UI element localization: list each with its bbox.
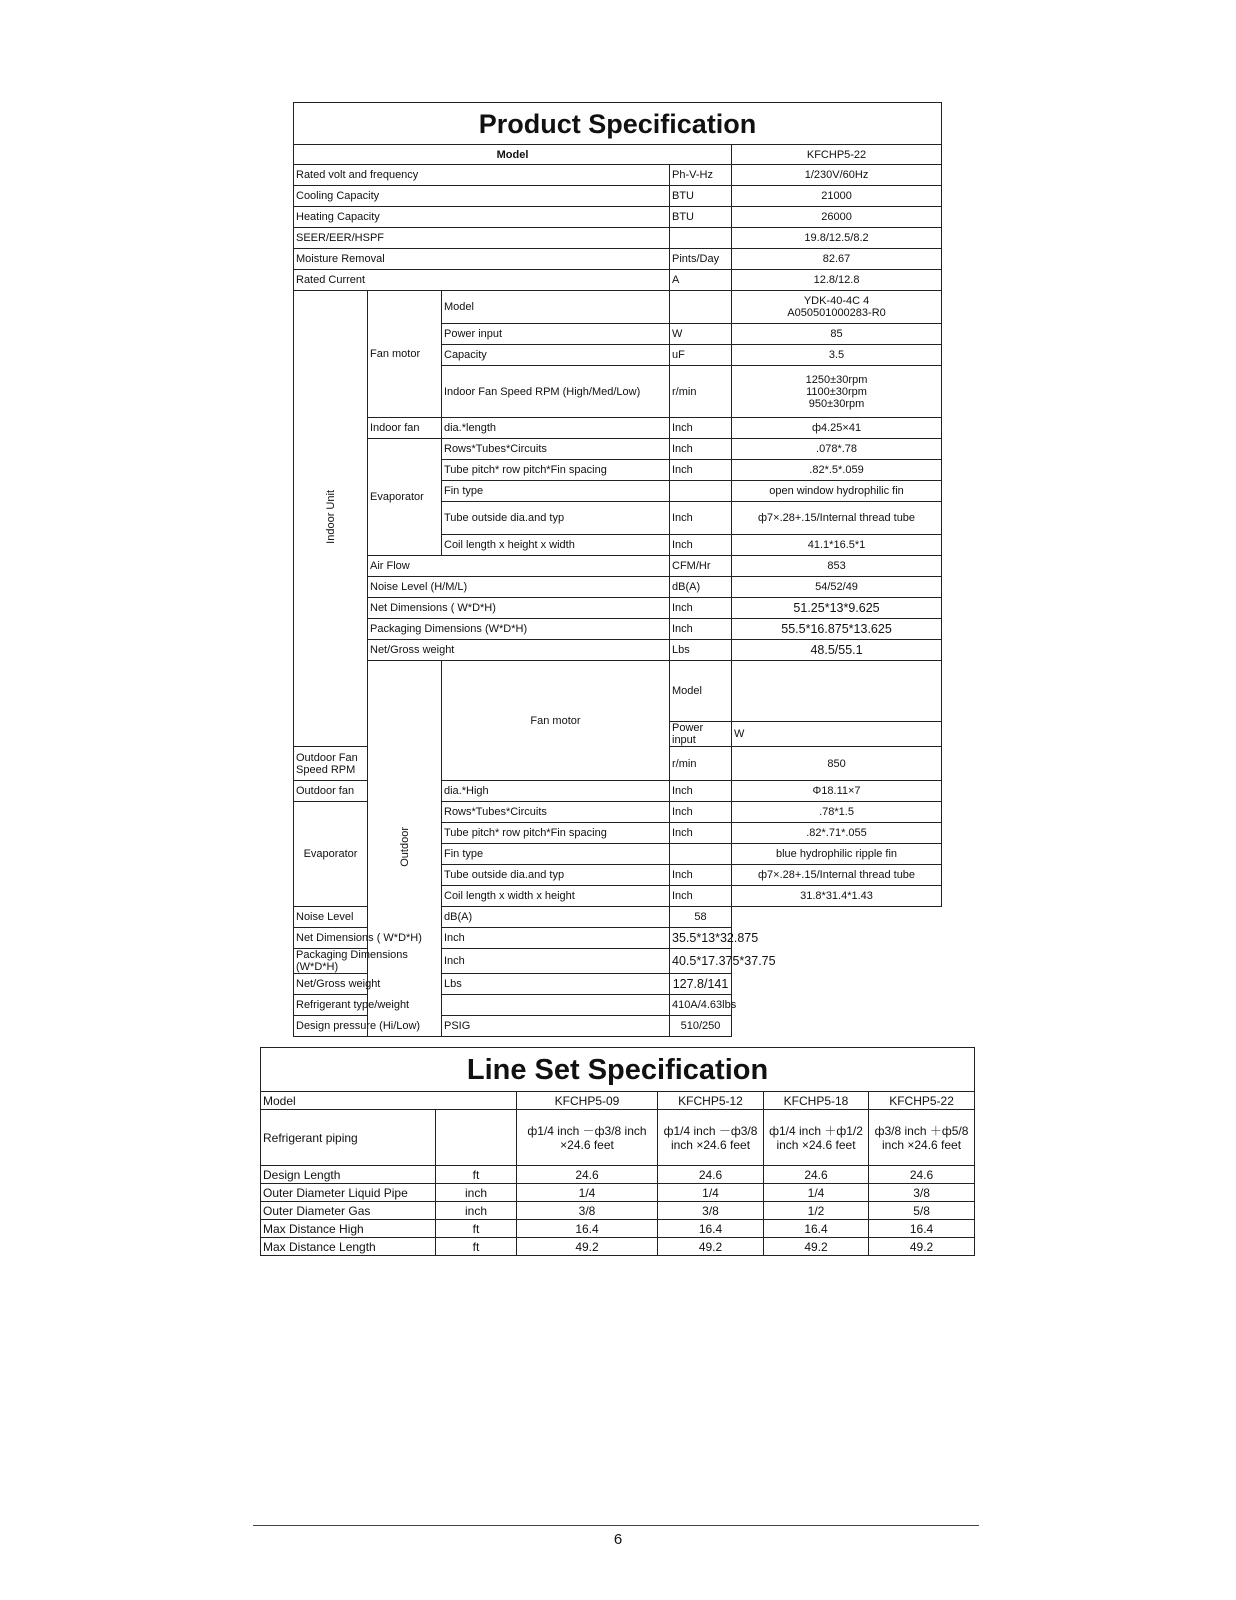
line-set-value: 49.2: [658, 1238, 764, 1256]
footer-divider: [253, 1525, 979, 1526]
line-set-value: 24.6: [517, 1166, 658, 1184]
piping-line: inch ×24.6 feet: [882, 1137, 962, 1152]
spec-param: Air Flow: [368, 556, 670, 577]
indoor-unit-section: [294, 291, 368, 747]
spec-unit: Inch: [670, 418, 732, 439]
spec-value: ф7×.28+.15/Internal thread tube: [732, 502, 942, 535]
indoor-unit-label: Indoor Unit: [324, 490, 337, 544]
line-set-row-unit: ft: [436, 1220, 517, 1238]
line-set-value: 5/8: [869, 1202, 975, 1220]
spec-unit: Inch: [670, 502, 732, 535]
spec-unit: Lbs: [442, 974, 670, 995]
line-set-value: 16.4: [764, 1220, 869, 1238]
spec-unit: Inch: [670, 802, 732, 823]
spec-value: 51.25*13*9.625: [732, 598, 942, 619]
spec-unit: [670, 844, 732, 865]
piping-line: ф3/8 inch ＋ф5/8: [874, 1123, 969, 1138]
spec-value-line: 1250±30rpm: [805, 373, 868, 386]
line-set-title: Line Set Specification: [261, 1048, 975, 1092]
spec-param: Indoor Fan Speed RPM (High/Med/Low): [442, 366, 670, 418]
spec-unit: Inch: [670, 460, 732, 481]
spec-param: Tube outside dia.and typ: [442, 502, 670, 535]
spec-unit: r/min: [670, 366, 732, 418]
model-header: KFCHP5-09: [517, 1092, 658, 1110]
line-set-value: 24.6: [764, 1166, 869, 1184]
empty-cell: [436, 1110, 517, 1166]
spec-value: 35.5*13*32.875: [670, 928, 732, 949]
line-set-row-unit: inch: [436, 1202, 517, 1220]
line-set-value: 16.4: [658, 1220, 764, 1238]
outdoor-evaporator-label: Evaporator: [294, 802, 368, 907]
spec-param: Outdoor Fan Speed RPM: [294, 747, 368, 781]
spec-unit: dB(A): [670, 577, 732, 598]
line-set-value: 49.2: [517, 1238, 658, 1256]
spec-param: Noise Level (H/M/L): [368, 577, 670, 598]
spec-unit: Inch: [442, 949, 670, 974]
piping-line: ф1/4 inch －ф3/8 inch: [527, 1123, 647, 1138]
spec-param: Power input: [442, 324, 670, 345]
spec-value: .82*.5*.059: [732, 460, 942, 481]
spec-value: blue hydrophilic ripple fin: [732, 844, 942, 865]
general-value: 12.8/12.8: [732, 270, 942, 291]
spec-param: Tube pitch* row pitch*Fin spacing: [442, 823, 670, 844]
spec-unit: W: [732, 722, 942, 747]
general-value: 21000: [732, 186, 942, 207]
spec-value: 127.8/141: [670, 974, 732, 995]
general-label: SEER/EER/HSPF: [294, 228, 670, 249]
spec-value: 3.5: [732, 345, 942, 366]
line-set-value: 24.6: [869, 1166, 975, 1184]
spec-unit: [442, 995, 670, 1016]
spec-unit: PSIG: [442, 1016, 670, 1037]
general-unit: BTU: [670, 207, 732, 228]
line-set-value: 1/4: [764, 1184, 869, 1202]
spec-value: 853: [732, 556, 942, 577]
line-set-value: 49.2: [764, 1238, 869, 1256]
indoor-fan-motor-label: Fan motor: [368, 291, 442, 418]
spec-unit: Inch: [670, 535, 732, 556]
spec-param: Net/Gross weight: [368, 640, 670, 661]
spec-value: open window hydrophilic fin: [732, 481, 942, 502]
spec-value: Φ18.11×7: [732, 781, 942, 802]
spec-param: Rows*Tubes*Circuits: [442, 439, 670, 460]
spec-param: Net/Gross weight: [294, 974, 442, 995]
line-set-specification-table: [260, 1047, 975, 1256]
outdoor-label: Outdoor: [398, 827, 411, 867]
model-header: KFCHP5-18: [764, 1092, 869, 1110]
spec-value-line: A050501000283-R0: [787, 307, 886, 319]
line-set-row-unit: inch: [436, 1184, 517, 1202]
spec-unit: Inch: [670, 865, 732, 886]
model-header: KFCHP5-22: [869, 1092, 975, 1110]
line-set-model-label: Model: [261, 1092, 517, 1110]
indoor-fan-label: Indoor fan: [368, 418, 442, 439]
spec-value: 54/52/49: [732, 577, 942, 598]
general-label: Rated Current: [294, 270, 670, 291]
model-label: Model: [294, 145, 732, 165]
model-header: KFCHP5-12: [658, 1092, 764, 1110]
spec-param: Net Dimensions ( W*D*H): [368, 598, 670, 619]
spec-unit: Inch: [670, 781, 732, 802]
line-set-value: 49.2: [869, 1238, 975, 1256]
spec-value: 410A/4.63lbs: [670, 995, 732, 1016]
general-label: Heating Capacity: [294, 207, 670, 228]
spec-unit: Inch: [670, 823, 732, 844]
spec-unit: [670, 291, 732, 324]
spec-param: Design pressure (Hi/Low): [294, 1016, 442, 1037]
piping-cell: [869, 1110, 975, 1166]
outdoor-fan-motor-label: Fan motor: [442, 661, 670, 781]
spec-param: Tube outside dia.and typ: [442, 865, 670, 886]
spec-unit: Inch: [670, 439, 732, 460]
piping-cell: [517, 1110, 658, 1166]
spec-unit: CFM/Hr: [670, 556, 732, 577]
spec-param: Coil length x width x height: [442, 886, 670, 907]
line-set-row-label: Outer Diameter Gas: [261, 1202, 436, 1220]
general-label: Cooling Capacity: [294, 186, 670, 207]
general-value: 26000: [732, 207, 942, 228]
line-set-row-label: Max Distance Length: [261, 1238, 436, 1256]
spec-value: 510/250: [670, 1016, 732, 1037]
spec-param: Packaging Dimensions (W*D*H): [294, 949, 442, 974]
spec-value: .078*.78: [732, 439, 942, 460]
refrigerant-piping-label: Refrigerant piping: [261, 1110, 436, 1166]
spec-param: Net Dimensions ( W*D*H): [294, 928, 442, 949]
line-set-value: 3/8: [517, 1202, 658, 1220]
product-spec-title: Product Specification: [294, 103, 942, 145]
line-set-row-unit: ft: [436, 1238, 517, 1256]
spec-param: Capacity: [442, 345, 670, 366]
line-set-value: 16.4: [869, 1220, 975, 1238]
spec-value: 41.1*16.5*1: [732, 535, 942, 556]
general-value: 19.8/12.5/8.2: [732, 228, 942, 249]
spec-unit: Lbs: [670, 640, 732, 661]
spec-unit: Inch: [442, 928, 670, 949]
spec-value-line: YDK-40-4C 4: [803, 295, 870, 307]
spec-param: Noise Level: [294, 907, 442, 928]
spec-value: .78*1.5: [732, 802, 942, 823]
line-set-row-label: Outer Diameter Liquid Pipe: [261, 1184, 436, 1202]
spec-unit: uF: [670, 345, 732, 366]
product-specification-table: [293, 102, 942, 1037]
spec-param: Refrigerant type/weight: [294, 995, 442, 1016]
spec-param: Fin type: [442, 844, 670, 865]
line-set-row-unit: ft: [436, 1166, 517, 1184]
spec-value: 31.8*31.4*1.43: [732, 886, 942, 907]
spec-param: Model: [670, 661, 732, 722]
spec-unit: Inch: [670, 619, 732, 640]
spec-value: 48.5/55.1: [732, 640, 942, 661]
spec-unit: dB(A): [442, 907, 670, 928]
spec-param: Power input: [670, 722, 732, 747]
piping-line: ф1/4 inch ＋ф1/2: [769, 1123, 863, 1138]
spec-param: Rows*Tubes*Circuits: [442, 802, 670, 823]
general-unit: [670, 228, 732, 249]
spec-param: Model: [442, 291, 670, 324]
line-set-value: 1/4: [658, 1184, 764, 1202]
general-unit: A: [670, 270, 732, 291]
piping-line: ф1/4 inch －ф3/8: [663, 1123, 758, 1138]
line-set-value: 3/8: [658, 1202, 764, 1220]
piping-cell: [764, 1110, 869, 1166]
line-set-value: 16.4: [517, 1220, 658, 1238]
spec-value-line: 1100±30rpm: [806, 385, 867, 398]
spec-value: 85: [732, 324, 942, 345]
general-label: Moisture Removal: [294, 249, 670, 270]
line-set-row-label: Max Distance High: [261, 1220, 436, 1238]
spec-value: 55.5*16.875*13.625: [732, 619, 942, 640]
spec-unit: Inch: [670, 886, 732, 907]
piping-line: inch ×24.6 feet: [670, 1137, 751, 1152]
spec-value: .82*.71*.055: [732, 823, 942, 844]
line-set-value: 1/4: [517, 1184, 658, 1202]
line-set-value: 24.6: [658, 1166, 764, 1184]
spec-value: 850: [732, 747, 942, 781]
general-unit: Pints/Day: [670, 249, 732, 270]
spec-param: Fin type: [442, 481, 670, 502]
spec-value-line: 950±30rpm: [808, 397, 865, 410]
spec-unit: [670, 481, 732, 502]
line-set-value: 1/2: [764, 1202, 869, 1220]
spec-param: dia.*High: [442, 781, 670, 802]
spec-value: [732, 291, 942, 324]
outdoor-fan-label: Outdoor fan: [294, 781, 368, 802]
spec-param: Tube pitch* row pitch*Fin spacing: [442, 460, 670, 481]
spec-value: 40.5*17.375*37.75: [670, 949, 732, 974]
general-unit: Ph-V-Hz: [670, 165, 732, 186]
line-set-value: 3/8: [869, 1184, 975, 1202]
spec-unit: [732, 661, 942, 722]
spec-unit: r/min: [670, 747, 732, 781]
model-value: KFCHP5-22: [732, 145, 942, 165]
spec-param: Coil length x height x width: [442, 535, 670, 556]
spec-unit: W: [670, 324, 732, 345]
indoor-evaporator-label: Evaporator: [368, 439, 442, 556]
piping-line: ×24.6 feet: [560, 1137, 614, 1152]
spec-value: [732, 366, 942, 418]
spec-unit: Inch: [670, 598, 732, 619]
line-set-row-label: Design Length: [261, 1166, 436, 1184]
spec-value: 58: [670, 907, 732, 928]
piping-cell: [658, 1110, 764, 1166]
page-number: 6: [613, 1531, 623, 1548]
general-value: 82.67: [732, 249, 942, 270]
general-unit: BTU: [670, 186, 732, 207]
spec-value: ф4.25×41: [732, 418, 942, 439]
spec-param: Packaging Dimensions (W*D*H): [368, 619, 670, 640]
piping-line: inch ×24.6 feet: [776, 1137, 856, 1152]
spec-param: dia.*length: [442, 418, 670, 439]
spec-value: ф7×.28+.15/Internal thread tube: [732, 865, 942, 886]
general-value: 1/230V/60Hz: [732, 165, 942, 186]
general-label: Rated volt and frequency: [294, 165, 670, 186]
